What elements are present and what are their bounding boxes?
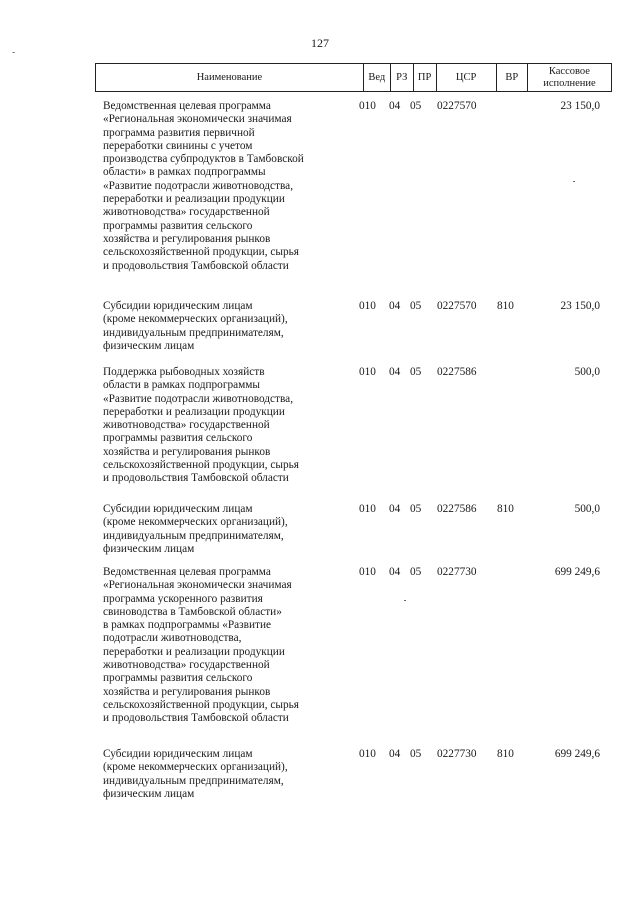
- header-rz: РЗ: [390, 64, 413, 92]
- row-pr: 05: [410, 748, 422, 760]
- row-csr: 0227586: [437, 503, 477, 515]
- header-name: Наименование: [96, 64, 364, 92]
- header-ved: Вед: [363, 64, 390, 92]
- row-pr: 05: [410, 300, 422, 312]
- header-pr: ПР: [413, 64, 436, 92]
- header-csr: ЦСР: [436, 64, 496, 92]
- row-pr: 05: [410, 503, 422, 515]
- row-rz: 04: [389, 503, 401, 515]
- row-sum: 500,0: [574, 503, 600, 515]
- row-pr: 05: [410, 100, 422, 112]
- row-rz: 04: [389, 100, 401, 112]
- row-rz: 04: [389, 566, 401, 578]
- row-csr: 0227570: [437, 300, 477, 312]
- table-header: [95, 63, 612, 92]
- row-vr: 810: [497, 748, 514, 760]
- row-csr: 0227730: [437, 566, 477, 578]
- row-ved: 010: [359, 366, 376, 378]
- row-name: Поддержка рыбоводных хозяйств области в рамках подпрограммы «Развитие подотрасли животноводства, переработки и реализации продукции животноводства» государственной программы развития сельского хозяйства и регулирования рынков сельскохозяйственной продукции, сырья и продовольствия Тамбовской области: [103, 366, 299, 485]
- margin-mark: -: [12, 47, 16, 58]
- row-pr: 05: [410, 366, 422, 378]
- header-vr: ВР: [496, 64, 527, 92]
- row-ved: 010: [359, 100, 376, 112]
- row-name: Субсидии юридическим лицам (кроме некоммерческих организаций), индивидуальным предпринимателям, физическим лицам: [103, 748, 288, 800]
- row-vr: 810: [497, 503, 514, 515]
- row-ved: 010: [359, 503, 376, 515]
- row-rz: 04: [389, 366, 401, 378]
- row-name: Субсидии юридическим лицам (кроме некоммерческих организаций), индивидуальным предпринимателям, физическим лицам: [103, 503, 288, 555]
- row-name: Ведомственная целевая программа «Региональная экономически значимая программа развития первичной переработки свинины с учетом производства субпродуктов в Тамбовской области» в рамках подпрограммы «Развитие подотрасли животноводства, переработки и реализации продукции животноводства» государственной программы развития сельского хозяйства и регулирования рынков сельскохозяйственной продукции, сырья и продовольствия Тамбовской области: [103, 100, 304, 272]
- row-ved: 010: [359, 748, 376, 760]
- row-ved: 010: [359, 566, 376, 578]
- row-sum: 699 249,6: [554, 748, 600, 760]
- row-rz: 04: [389, 300, 401, 312]
- row-name: Субсидии юридическим лицам (кроме некоммерческих организаций), индивидуальным предпринимателям, физическим лицам: [103, 300, 288, 352]
- row-csr: 0227730: [437, 748, 477, 760]
- row-sum: 500,0: [574, 366, 600, 378]
- row-sum: 699 249,6: [554, 566, 600, 578]
- row-pr: 05: [410, 566, 422, 578]
- page-number: 127: [311, 36, 329, 50]
- scan-speck: [573, 181, 575, 182]
- row-rz: 04: [389, 748, 401, 760]
- header-sum: Кассовое исполнение: [527, 64, 611, 92]
- row-vr: 810: [497, 300, 514, 312]
- row-csr: 0227586: [437, 366, 477, 378]
- row-ved: 010: [359, 300, 376, 312]
- row-csr: 0227570: [437, 100, 477, 112]
- row-sum: 23 150,0: [560, 100, 600, 112]
- row-name: Ведомственная целевая программа «Региональная экономически значимая программа ускоренного развития свиноводства в Тамбовской области» в рамках подпрограммы «Развитие подотрасли животноводства, переработки и реализации продукции животноводства» государственной программы развития сельского хозяйства и регулирования рынков сельскохозяйственной продукции, сырья и продовольствия Тамбовской области: [103, 566, 299, 725]
- row-sum: 23 150,0: [560, 300, 600, 312]
- scan-speck: [404, 600, 406, 601]
